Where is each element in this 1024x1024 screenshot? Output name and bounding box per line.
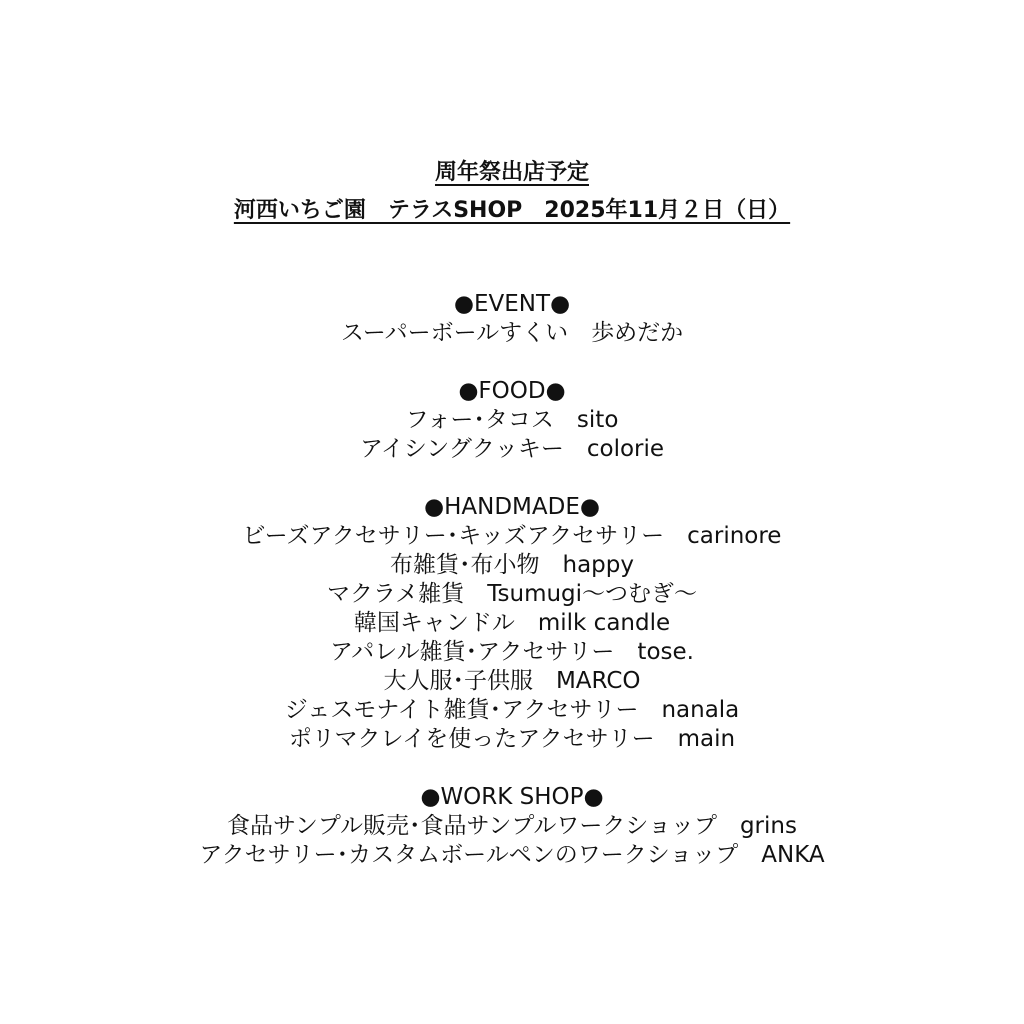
section-title: ●WORK SHOP●: [420, 784, 604, 810]
page-title: 周年祭出店予定: [434, 160, 589, 185]
list-item: 大人服･子供服 MARCO: [383, 668, 641, 694]
document-header: [0, 154, 1024, 230]
list-item: ジェスモナイト雑貨･アクセサリー nanala: [284, 697, 740, 723]
list-item: アイシングクッキー colorie: [359, 436, 665, 462]
section-event: [0, 290, 1024, 348]
list-item: アパレル雑貨･アクセサリー tose.: [330, 639, 694, 665]
section-workshop: [0, 783, 1024, 870]
list-item: アクセサリー･カスタムボールペンのワークショップ ANKA: [199, 842, 825, 868]
subtitle-row: [0, 192, 1024, 230]
section-title: ●HANDMADE●: [424, 494, 600, 520]
list-item: フォー･タコス sito: [405, 407, 619, 433]
list-item: マクラメ雑貨 Tsumugi～つむぎ～: [326, 581, 698, 607]
page-subtitle: 河西いちご園 テラスSHOP 2025年11月２日（日）: [233, 198, 791, 223]
section-handmade: [0, 493, 1024, 754]
list-item: 食品サンプル販売･食品サンプルワークショップ grins: [227, 813, 797, 839]
list-item: 韓国キャンドル milk candle: [353, 610, 671, 636]
list-item: ビーズアクセサリー･キッズアクセサリー carinore: [242, 523, 782, 549]
section-title: ●EVENT●: [453, 291, 571, 317]
list-item: ポリマクレイを使ったアクセサリー main: [288, 726, 736, 752]
list-item: スーパーボールすくい 歩めだか: [340, 320, 684, 346]
vendor-list: [0, 290, 1024, 899]
list-item: 布雑貨･布小物 happy: [390, 552, 634, 578]
title-row: [0, 154, 1024, 192]
section-food: [0, 377, 1024, 464]
section-title: ●FOOD●: [458, 378, 566, 404]
